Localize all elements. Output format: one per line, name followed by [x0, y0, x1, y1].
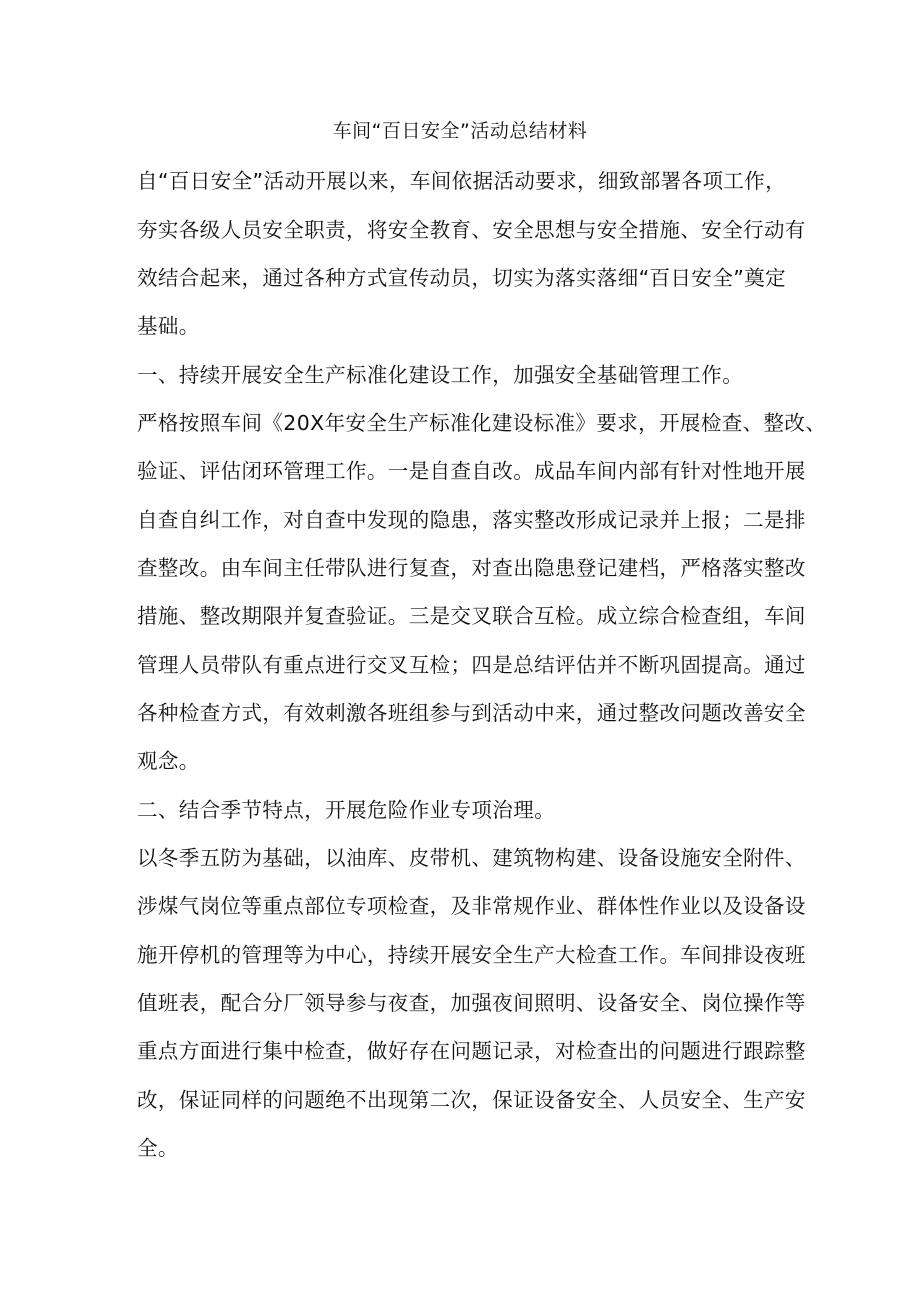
paragraph-line: 重点方面进行集中检查，做好存在问题记录，对检查出的问题进行跟踪整: [137, 1039, 806, 1063]
paragraph-line: 管理人员带队有重点进行交叉互检；四是总结评估并不断巩固提高。通过: [137, 653, 806, 677]
section-heading: 二、结合季节特点，开展危险作业专项治理。: [137, 798, 555, 822]
paragraph-line: 自“百日安全”活动开展以来，车间依据活动要求，细致部署各项工作，: [137, 169, 787, 193]
paragraph-line: 值班表，配合分厂领导参与夜查，加强夜间照明、设备安全、岗位操作等: [137, 991, 806, 1015]
section-heading: 一、持续开展安全生产标准化建设工作，加强安全基础管理工作。: [137, 363, 744, 387]
paragraph-line: 措施、整改期限并复查验证。三是交叉联合互检。成立综合检查组，车间: [137, 604, 806, 628]
paragraph-line: 全。: [137, 1136, 179, 1160]
paragraph-line: 严格按照车间《20X年安全生产标准化建设标准》要求，开展检查、整改、: [137, 411, 827, 435]
paragraph-line: 基础。: [137, 314, 200, 338]
document-title: 车间“百日安全”活动总结材料: [332, 120, 588, 142]
paragraph-line: 观念。: [137, 749, 200, 773]
paragraph-line: 各种检查方式，有效刺激各班组参与到活动中来，通过整改问题改善安全: [137, 701, 806, 725]
paragraph-line: 以冬季五防为基础，以油库、皮带机、建筑物构建、设备设施安全附件、: [137, 846, 806, 870]
paragraph-line: 施开停机的管理等为中心，持续开展安全生产大检查工作。车间排设夜班: [137, 943, 806, 967]
paragraph-line: 效结合起来，通过各种方式宣传动员，切实为落实落细“百日安全”奠定: [137, 266, 787, 290]
paragraph-line: 夯实各级人员安全职责，将安全教育、安全思想与安全措施、安全行动有: [137, 218, 806, 242]
paragraph-line: 改，保证同样的问题绝不出现第二次，保证设备安全、人员安全、生产安: [137, 1088, 806, 1112]
paragraph-line: 查整改。由车间主任带队进行复查，对查出隐患登记建档，严格落实整改: [137, 556, 806, 580]
paragraph-line: 自查自纠工作，对自查中发现的隐患，落实整改形成记录并上报；二是排: [137, 508, 806, 532]
paragraph-line: 涉煤气岗位等重点部位专项检查，及非常规作业、群体性作业以及设备设: [137, 894, 806, 918]
paragraph-line: 验证、评估闭环管理工作。一是自查自改。成品车间内部有针对性地开展: [137, 459, 806, 483]
